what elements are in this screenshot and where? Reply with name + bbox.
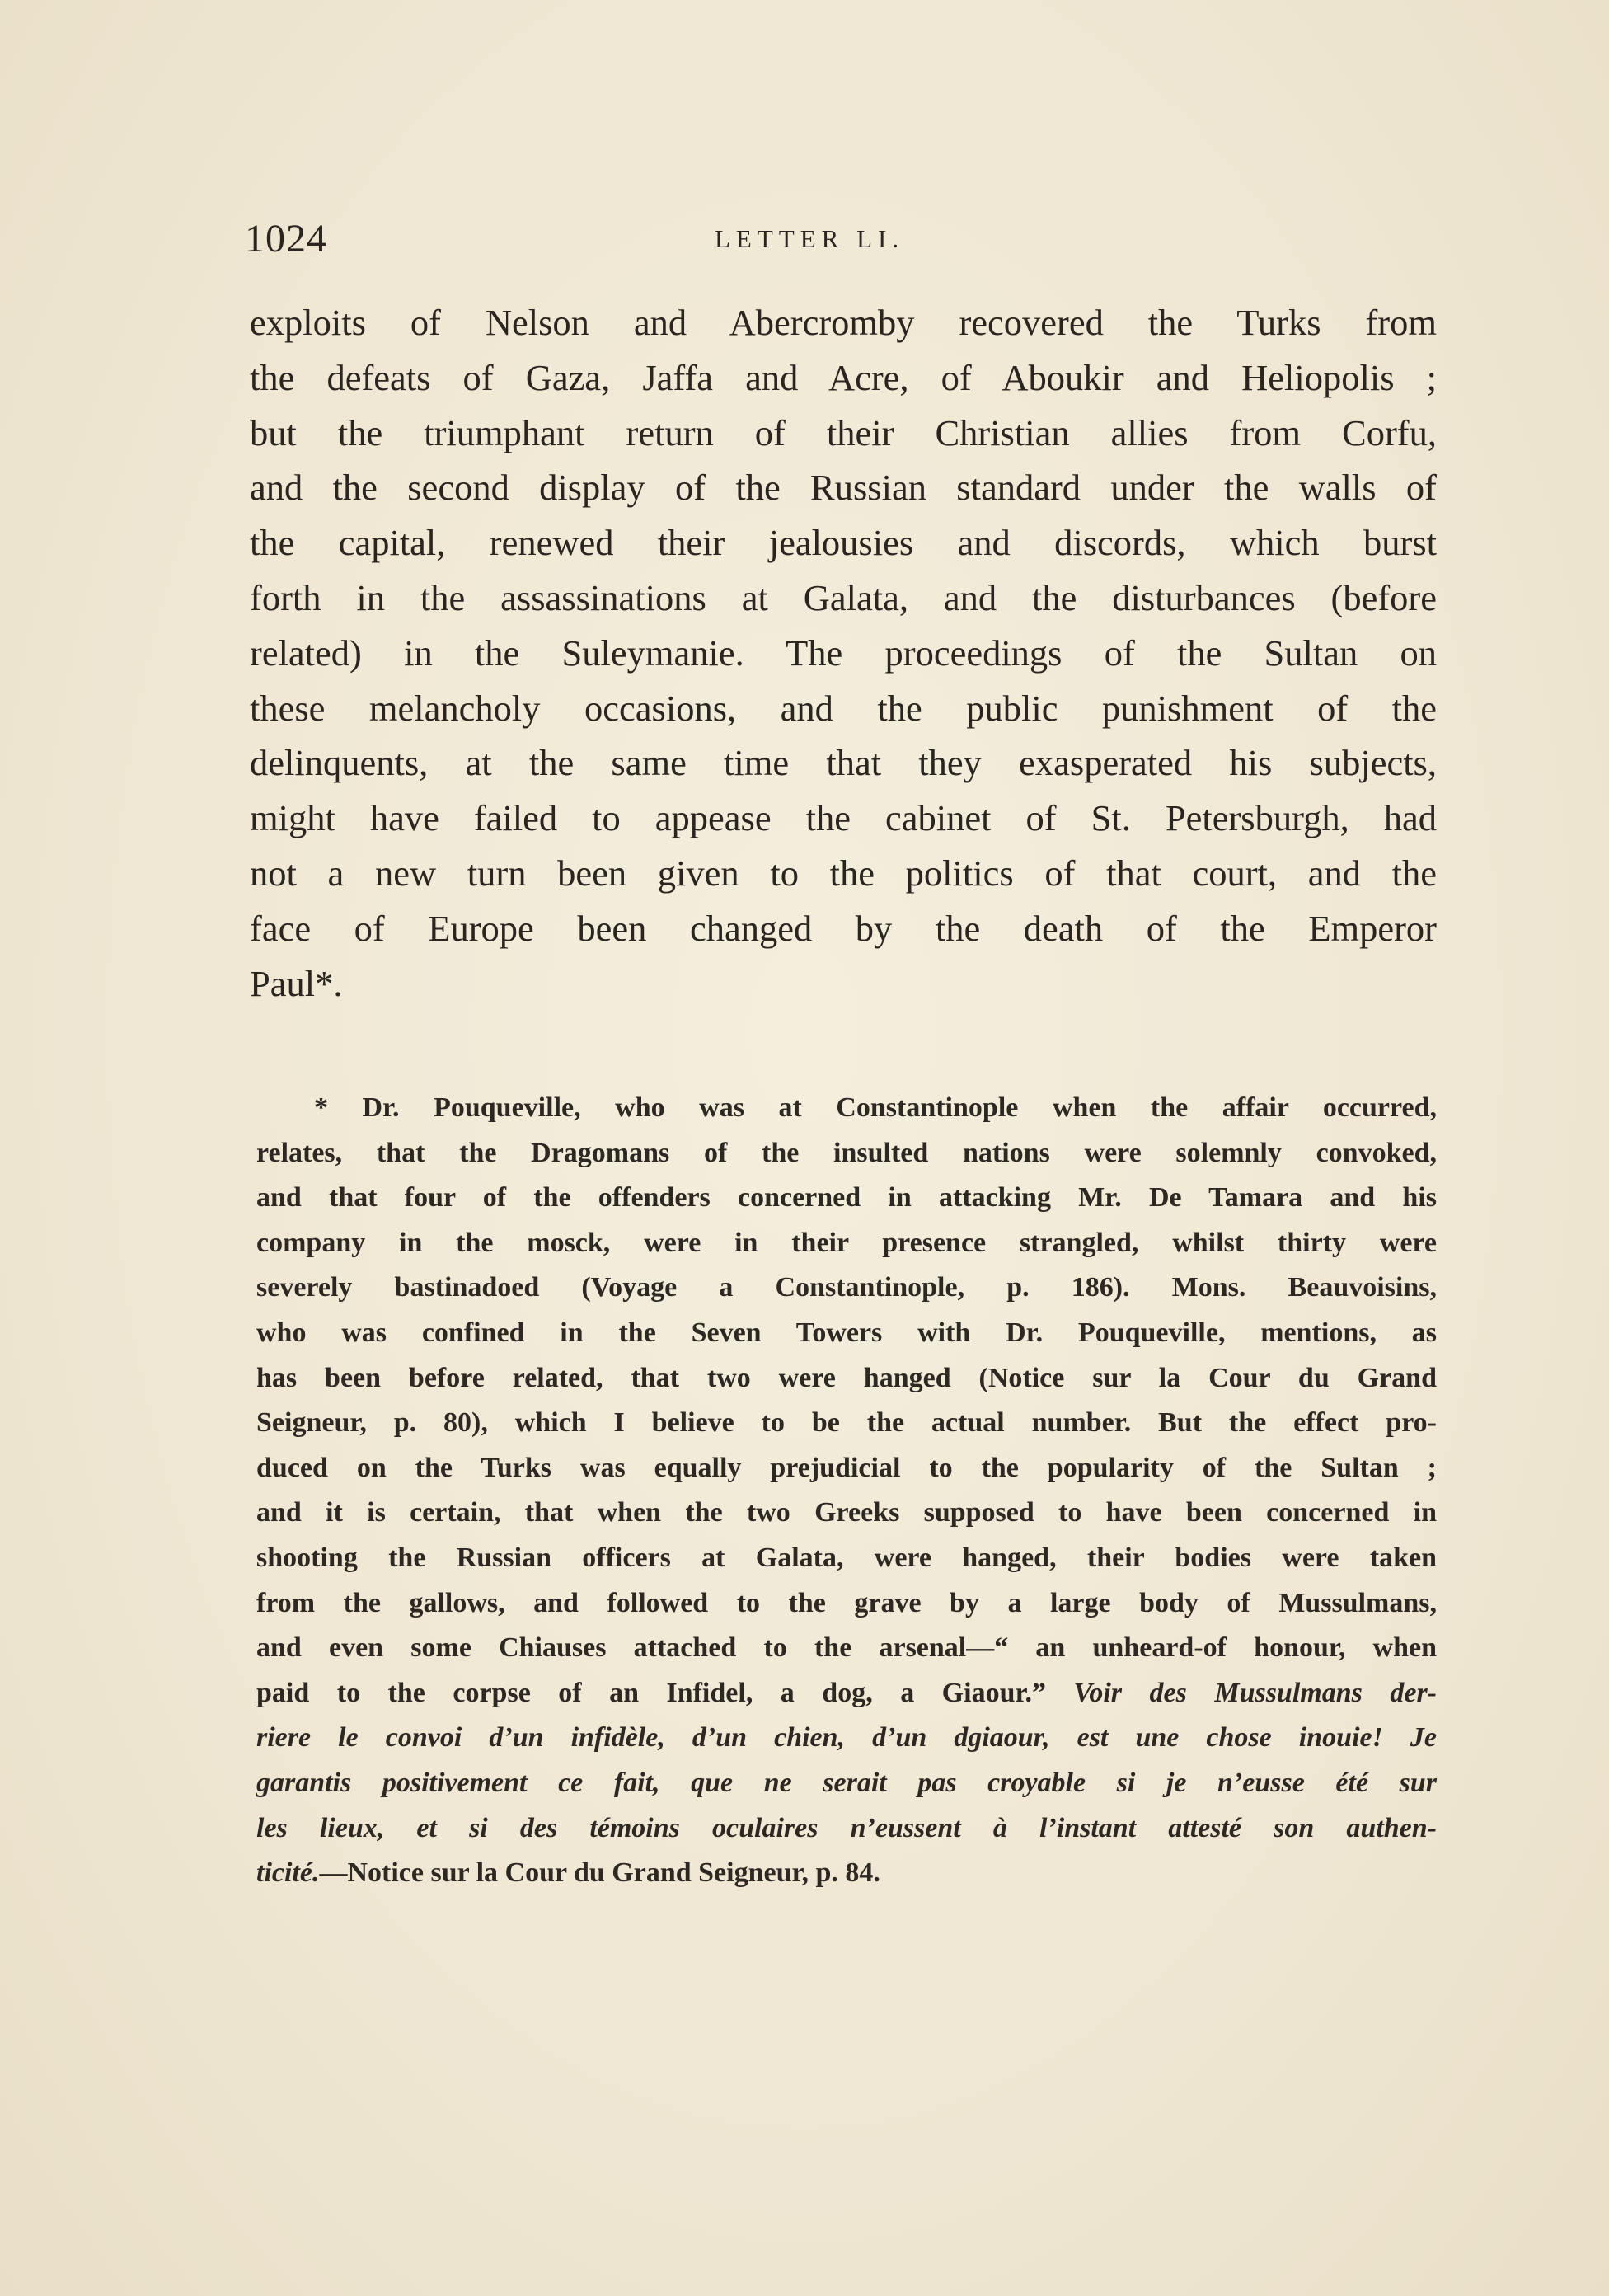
text-line: face of Europe been changed by the death of the Emperor [250, 907, 1437, 949]
text-line: forth in the assassinations at Galata, and the disturbances (before [250, 576, 1437, 618]
footnote-line: who was confined in the Seven Towers with Dr. Pouqueville, mentions, as [256, 1317, 1437, 1348]
text-line: but the triumphant return of their Christian allies from Corfu, [250, 411, 1437, 453]
text-line: related) in the Suleymanie. The proceedings of the Sultan on [250, 632, 1437, 674]
footnote-line: * Dr. Pouqueville, who was at Constantinople when the affair occurred, [314, 1092, 1437, 1123]
footnote-line: relates, that the Dragomans of the insulted nations were solemnly convoked, [256, 1137, 1437, 1168]
footnote-line: and that four of the offenders concerned in attacking Mr. De Tamara and his [256, 1182, 1437, 1214]
text-line: the defeats of Gaza, Jaffa and Acre, of Aboukir and Heliopolis ; [250, 356, 1437, 398]
page-number: 1024 [245, 217, 327, 261]
text-line: and the second display of the Russian standard under the walls of [250, 467, 1437, 509]
footnote-line: has been before related, that two were hanged (Notice sur la Cour du Grand [256, 1362, 1437, 1393]
footnote-citation: —Notice sur la Cour du Grand Seigneur, p. 84. [319, 1857, 880, 1889]
footnote-line: severely bastinadoed (Voyage a Constantinople, p. 186). Mons. Beauvoisins, [256, 1272, 1437, 1303]
footnote-line-last [256, 1851, 1437, 1896]
footnote-line: shooting the Russian officers at Galata, were hanged, their bodies were taken [256, 1542, 1437, 1573]
footnote-line: and even some Chiauses attached to the arsenal—“ an unheard-of honour, when [256, 1632, 1437, 1664]
text-line-last: Paul*. [250, 962, 343, 1004]
page-header [245, 216, 1432, 265]
footnote-italic-segment: ticité. [256, 1857, 320, 1889]
footnote-line: and it is certain, that when the two Greeks supposed to have been concerned in [256, 1497, 1437, 1528]
footnote-italic-line: garantis positivement ce fait, que ne serait pas croyable si je n’eusse été sur [256, 1767, 1437, 1798]
text-line: exploits of Nelson and Abercromby recovered the Turks from [250, 302, 1437, 343]
footnote [256, 1086, 1437, 1896]
main-text [250, 295, 1437, 1011]
text-line: delinquents, at the same time that they exasperated his subjects, [250, 742, 1437, 784]
footnote-line: from the gallows, and followed to the grave by a large body of Mussulmans, [256, 1587, 1437, 1618]
text-line: not a new turn been given to the politics of that court, and the [250, 852, 1437, 894]
footnote-line: Seigneur, p. 80), which I believe to be the actual number. But the effect pro- [256, 1407, 1437, 1439]
footnote-italic-line: les lieux, et si des témoins oculaires n’eussent à l’instant attesté son authen- [256, 1812, 1437, 1843]
text-line: these melancholy occasions, and the public punishment of the [250, 687, 1437, 729]
footnote-line: duced on the Turks was equally prejudicial to the popularity of the Sultan ; [256, 1452, 1437, 1483]
footnote-line: company in the mosck, were in their presence strangled, whilst thirty were [256, 1227, 1437, 1258]
footnote-roman-segment: paid to the corpse of an Infidel, a dog, a Giaour.” [256, 1677, 1046, 1708]
text-line: the capital, renewed their jealousies and discords, which burst [250, 522, 1437, 564]
text-line: might have failed to appease the cabinet of St. Petersburgh, had [250, 797, 1437, 839]
running-head: LETTER LI. [715, 224, 905, 253]
footnote-italic-line: riere le convoi d’un infidèle, d’un chien, d’un dgiaour, est une chose inouie! Je [256, 1722, 1437, 1754]
footnote-italic-segment: Voir des Mussulmans der- [1073, 1677, 1438, 1708]
footnote-line-mixed [256, 1671, 1437, 1716]
